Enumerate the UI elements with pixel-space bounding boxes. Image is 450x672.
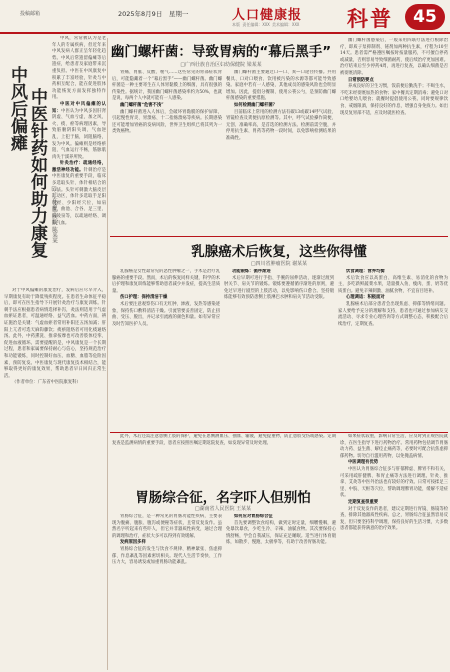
- article1-title: 幽门螺杆菌：导致胃病的“幕后黑手”: [110, 44, 332, 60]
- article2-title: 乳腺癌术后恢复，这些你得懂: [191, 244, 367, 260]
- article1-para-2: 幽门螺杆菌进入人体后，会破坏胃黏膜的保护屏障，引起慢性胃炎、胃溃疡、十二指肠溃疡等疾病。长期感染还可能增加胃癌的发病风险，世界卫生组织已将其列为一类致癌物。: [112, 109, 222, 135]
- article2-column-2: [224, 269, 334, 429]
- article3-title: 胃肠综合征，名字吓人但别怕: [135, 490, 311, 506]
- left-article-subtext-1: 中医认为中风多因肝肾阴虚、气血亏虚，加之风、火、痰、瘀等病理因素，导致脏腑阴阳失调、气血逆乱，上犯于脑，闭阻脑络，发为中风。偏瘫则是经络瘀阻、气血运行不畅，筋脉肌肉失于濡养所致。: [52, 108, 106, 160]
- column-divider: [107, 38, 108, 670]
- article3-para-3: 首先要调整饮食结构，做到定时定量，细嚼慢咽，避免暴饮暴食，少吃生冷、辛辣、油腻食物。其次要保持心情舒畅，学会自我减压，保证充足睡眠。适当进行体育锻炼，如散步、慢跑、太极拳等，有助于改善胃肠功能。: [226, 520, 336, 546]
- article1-para-6: 养成良好的卫生习惯，饭前便后勤洗手；不喝生水，不吃未经彻底加热的食物；家中餐具定期消毒；避免口对口给婴幼儿喂食；就餐时提倡使用公筷。同时要规律饮食、戒烟限酒，保持良好的作息，增强自身免疫力。如出现反复胃部不适，应及时就医检查。: [340, 84, 448, 116]
- article2-byline: □四川省肿瘤医院 谢某某: [250, 261, 308, 267]
- article3-para-5: 中医认为胃肠综合征多与肝郁脾虚、脾胃不和有关，可采用疏肝健脾、和胃止痛等方法进行调理。针灸、推拿、艾灸等中医外治法也有较好的疗效。日常可按揉足三里、中脘、天枢等穴位，帮助调理脾胃功能，缓解不适症状。: [340, 466, 448, 499]
- article2-para-1: 乳腺癌是女性最常见的恶性肿瘤之一，手术是治疗乳腺癌的重要手段。然而，术后的恢复同样关键，科学的术后护理和康复训练能够帮助患者减少并发症，提高生活质量。: [112, 269, 220, 294]
- article3-subhead-1: 发病原因多样: [120, 540, 146, 546]
- newspaper-logo: 人口健康报: [232, 8, 303, 23]
- article2-continuation-text: 此外，术后还需注意患侧上肢的保护，避免在患侧测血压、抽血、输液，避免提重物，防止患肢受伤或感染。定期复查是监测病情的重要手段，患者应按照医嘱定期返院复查，如发现异常及时处理。: [112, 434, 336, 446]
- article1-para-3: 幽门螺杆菌主要通过口—口、粪—口途径传播。共用餐具、口对口喂食、饮用被污染的水源等都可能导致感染。家庭中若有一人感染，其他成员的感染风险也会明显增加。因此，提倡分餐制、使用公筷公勺，是预防幽门螺杆菌感染的重要措施。: [226, 70, 336, 102]
- left-article-subhead-1: 中医对中风偏瘫的认知：: [52, 101, 106, 114]
- article2-subhead-2: 功能锻炼：循序渐进: [232, 269, 271, 274]
- article2-subhead-3: 饮食调理：营养均衡: [346, 269, 385, 274]
- article3-column-2: [226, 514, 336, 670]
- article3-subhead-3: 中医调理有优势: [348, 460, 379, 466]
- left-article-subhead-2: 针灸治疗：疏通经络，激活神经功能。: [52, 161, 106, 173]
- article2-column-1: [112, 269, 220, 429]
- article1-subhead-1: 幽门螺杆菌“危害不浅”: [120, 102, 164, 108]
- article3-column-1: [112, 514, 222, 670]
- section-rule-2: [110, 432, 448, 433]
- article-helicobacter: [110, 38, 448, 234]
- issue-date: 2025年8月9日 星期一: [118, 10, 189, 18]
- article3-para-2: 胃肠综合征的发生与饮食不规律、精神紧张、焦虑抑郁、作息紊乱等因素密切相关。现代人生活节奏快、工作压力大，容易诱发或加重胃肠功能紊乱。: [112, 546, 222, 566]
- article1-subhead-2: 如何检测幽门螺杆菌？: [234, 102, 277, 108]
- left-article-closing: （作者单位：广东省中医院康复科）: [12, 380, 81, 386]
- article3-subhead-2: 如何应对胃肠综合征: [234, 514, 273, 519]
- article1-para-5: 幽门螺杆菌感染后，一般采用四联疗法进行根除治疗，即质子泵抑制剂、铋剂加两种抗生素，疗程为10至14天。患者需严格遵医嘱按时按量服药，不可擅自停药或减量，否则容易导致细菌耐药，使后续治疗更加困难。治疗结束后至少停药4周，再进行复查，以确认细菌是否被彻底清除。: [340, 38, 448, 76]
- article1-column-3: [340, 38, 448, 234]
- left-article-lower-text: [4, 288, 106, 668]
- left-article-upper-text: [52, 36, 106, 284]
- article2-para-2: 术后要注意观察伤口有无红肿、渗液、发热等感染迹象，保持伤口敷料清洁干燥。引流管要妥善固定，防止扭曲、受压、脱出，并记录引流液的颜色和量。如有异常应及时告知医护人员。: [112, 301, 220, 327]
- article2-para-3: 术后早期可进行手指、手腕的屈伸活动，逐渐过渡到肘关节、肩关节的锻炼。锻炼要遵循循序渐进的原则，避免过早进行剧烈的上肢活动，以免影响伤口愈合。坚持锻炼能够有效预防患侧上肢淋巴水肿和肩关节活动受限。: [224, 275, 334, 301]
- left-article-body: 对于中风偏瘫的康复治疗，发病后应尽早介入，早期康复有助于降低残疾程度。在患者生命体征平稳后，即可在医生指导下开展针灸治疗与康复训练。针刺手法应根据患者病情选择补泻，灸法则适用于气虚血瘀证患者，可温通经络、益气活血。中药方面，辨证施治是关键：气虚血瘀者常用补阳还五汤加减；肝阳上亢者可选天麻钩藤饮；痰瘀阻络者可用化痰通络汤。此外，中药熏洗、推拿按摩也可改善肢体痉挛、促进血液循环。需要提醒的是，中风康复是一个长期过程，患者和家属要保持耐心与信心，坚持规范治疗和功能锻炼，同时控制好血压、血糖、血脂等危险因素，预防复发。中医康复与现代康复技术相结合，能够取得更好的康复效果，帮助患者早日回归正常生活。: [4, 288, 106, 379]
- left-article: [2, 36, 106, 670]
- article2-column-3: [338, 269, 448, 429]
- article1-byline: □广西壮族自治区妇幼保健院 梁某某: [180, 62, 262, 68]
- left-article-title-line1: 中风后偏瘫: [7, 66, 27, 151]
- article3-subhead-4: 定期复查很重要: [348, 499, 379, 505]
- article1-subhead-3: 日常预防要点: [348, 77, 374, 83]
- article1-para-1: 胃痛、胃胀、反酸、嗳气……这些常见的胃部症状背后，可能隐藏着一个“幕后黑手”——幽门螺杆菌。幽门螺杆菌是一种主要寄生在人体胃黏膜上的细菌，具有很强的传染性。据统计，我国幽门螺杆菌感染率约为50%，也就是说，每两个人中就可能有一人感染。: [112, 70, 222, 102]
- article2-subhead-1: 伤口护理：保持清洁干燥: [120, 295, 168, 301]
- article1-column-2: [226, 70, 336, 234]
- article3-byline: □湖南省人民医院 王某某: [194, 506, 252, 512]
- left-article-byline: □广东省中医院 陈某某: [51, 186, 57, 244]
- article1-column-1: [112, 70, 222, 234]
- page-number-badge: 45: [405, 4, 445, 30]
- section-rule-1: [110, 236, 448, 237]
- edition-info: 本版 责任编辑：XXX 美术编辑：XXX: [232, 22, 300, 27]
- article3-para-4: 如果症状较重，影响日常生活，应及时到正规医院就诊，在医生指导下进行药物治疗。常用药物包括调节胃肠动力药、益生菌、解痉止痛药等，必要时可配合抗焦虑抑郁药物。切勿自行滥用药物，以免掩盖病情。: [340, 434, 448, 459]
- article3-side-column: [340, 434, 448, 670]
- article2-para-5: 乳腺癌术后部分患者会出现焦虑、抑郁等情绪问题。家人要给予充分的理解和支持，患者也可通过参加病友交流活动、寻求专业心理咨询等方式调整心态，积极配合后续治疗，定期复查。: [338, 301, 448, 327]
- article2-para-4: 术后饮食应以高蛋白、高维生素、易消化的食物为主，多吃新鲜蔬菜水果，适量摄入鱼、瘦肉、蛋、奶等优质蛋白。避免辛辣刺激、油腻食物，不宜盲目进补。: [338, 275, 448, 294]
- article3-para-6: 对于反复发作的患者，建议定期进行胃镜、肠镜等检查，排除其他器质性疾病。总之，胃肠综合征虽然容易反复，但只要坚持科学调理，保持良好的生活习惯，大多数患者都能获得满意的治疗效果。: [340, 506, 448, 532]
- article2-continuation: [112, 434, 336, 482]
- left-article-subtext-2: 针刺治疗是中医康复的重要手段，临床多选取头针、体针相结合的方法。头针可刺激大脑皮层运动区，体针多选取手足阳明经、少阳经穴位，如肩髃、曲池、合谷、足三里、阳陵泉等，以疏通经络、调和气血。: [52, 167, 106, 226]
- article-gi-syndrome: [110, 434, 448, 670]
- left-article-title-line2: 中医针药如何助力康复: [27, 88, 47, 258]
- masthead: [0, 0, 450, 34]
- article1-para-4: 目前临床上常用的检测方法有碳13或碳14呼气试验、胃镜检查及粪便抗原检测等。其中，呼气试验操作简便、无创、准确率高，是首选的检测方法。检测前需空腹，并停用抗生素、胃药等药物一段时间，以免影响检测结果的准确性。: [226, 109, 336, 141]
- masthead-meta: 投稿邮箱: [20, 11, 41, 17]
- article-breast-cancer: [110, 238, 448, 430]
- section-title: 科普: [347, 7, 393, 31]
- left-article-intro: 中风，常常被认为是老年人的专属疾病，但近年来中风发病人群正呈年轻化趋势。中风后常遗留偏瘫等后遗症，给患者及家庭带来沉重负担。中医在中风康复中积累了丰富经验，针灸与中药相互配合，能在促进肢体功能恢复方面发挥独特作用。: [52, 36, 106, 101]
- article2-subhead-4: 心理调适：积极面对: [346, 295, 385, 301]
- article3-para-1: 胃肠综合征，是一种常见的胃肠功能性疾病，主要表现为腹痛、腹胀、腹泻或便秘等症状，且常反复发作。虽然名字听起来有些吓人，但它并非器质性病变，通过合理的调理和治疗，症状大多可以得到有效缓解。: [112, 514, 222, 539]
